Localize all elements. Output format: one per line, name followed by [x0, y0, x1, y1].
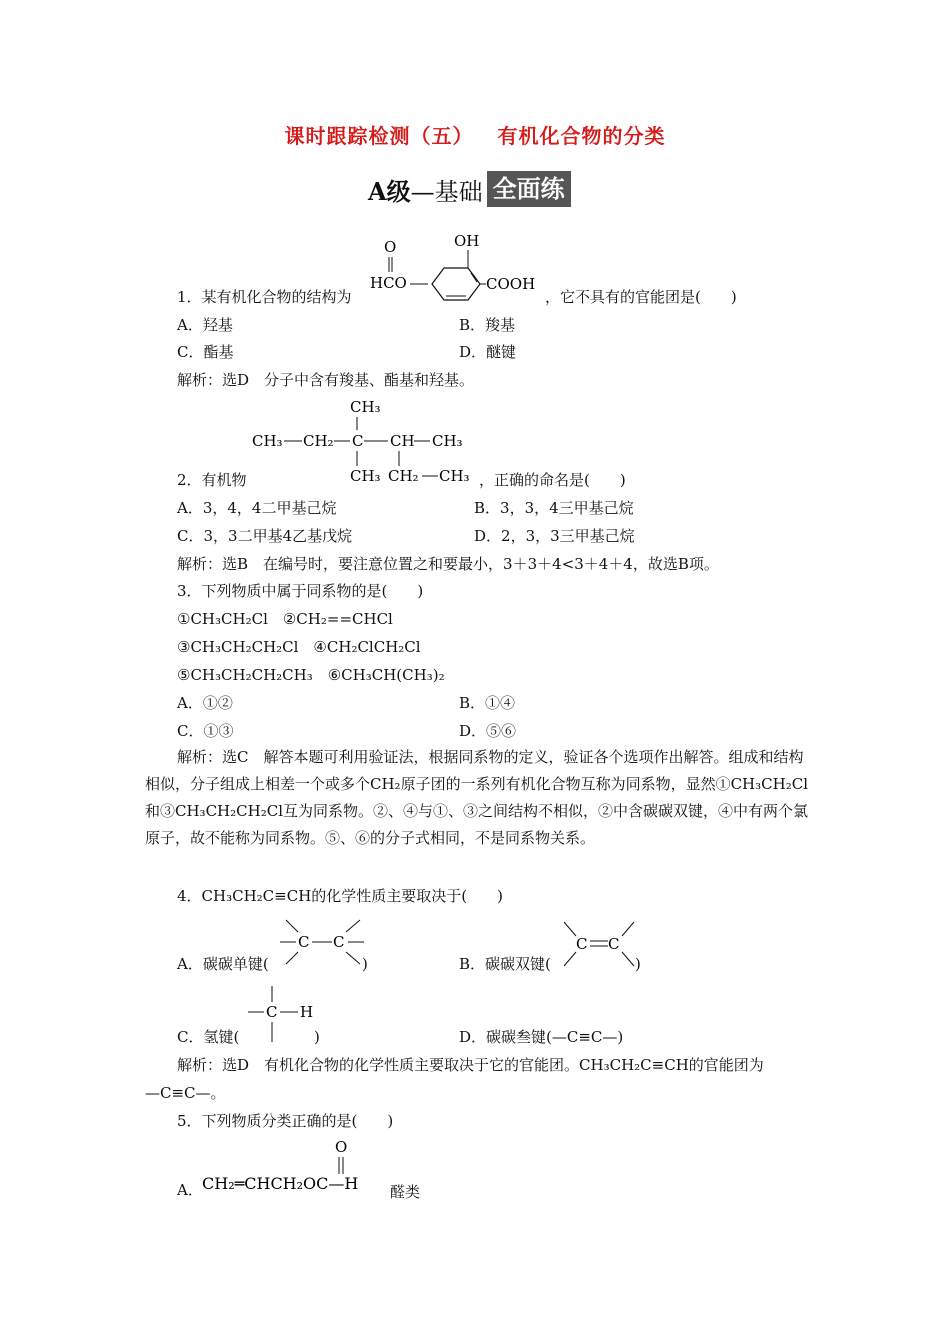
q2-ch2: CH₂: [303, 432, 334, 450]
q1-answer: 解析：选D 分子中含有羧基、酯基和羟基。: [177, 371, 475, 389]
q3-item-2: ③CH₃CH₂CH₂Cl ④CH₂ClCH₂Cl: [177, 638, 421, 656]
q2-ch3-main: CH₃: [252, 432, 283, 450]
q4-b-c1: C: [576, 935, 588, 953]
q5-formula: CH₂═CHCH₂OC—H: [202, 1174, 359, 1193]
q4-a-c2: C: [333, 933, 345, 951]
q4-a-c1: C: [298, 933, 310, 951]
q2-structure: [250, 396, 480, 488]
q4-single-bond-structure: [280, 916, 366, 970]
q5-stem: 5．下列物质分类正确的是( ): [177, 1112, 394, 1130]
q3-option-a: A．①②: [177, 694, 233, 712]
q2-answer: 解析：选B 在编号时，要注意位置之和要最小，3＋3＋4<3＋4＋4，故选B项。: [177, 555, 719, 573]
q2-c: C: [352, 432, 364, 450]
q4-option-a-close: ): [362, 955, 368, 973]
q1-structure: [360, 228, 560, 304]
q4-option-c: C．氢键(: [177, 1028, 240, 1046]
q3-item-3: ⑤CH₃CH₂CH₂CH₃ ⑥CH₃CH(CH₃)₂: [177, 666, 445, 684]
q4-answer-line2: —C≡C—。: [145, 1084, 226, 1102]
q2-ch3-right: CH₃: [432, 432, 463, 450]
q4-answer-line1: 解析：选D 有机化合物的化学性质主要取决于它的官能团。CH₃CH₂C≡CH的官能团为: [177, 1056, 764, 1074]
title-left: 课时跟踪检测（五）: [284, 124, 474, 148]
q2-ch3-end: CH₃: [439, 467, 470, 485]
q4-option-c-close: ): [314, 1028, 320, 1046]
q2-ch3-top: CH₃: [350, 398, 381, 416]
q5-option-a-label: A．: [177, 1181, 203, 1199]
q3-item-1: ①CH₃CH₂Cl ②CH₂==CHCl: [177, 610, 393, 628]
q5-option-a-class: 醛类: [390, 1183, 421, 1201]
q1-option-d: D．醚键: [459, 343, 517, 361]
q4-stem: 4．CH₃CH₂C≡CH的化学性质主要取决于( ): [177, 887, 503, 905]
q4-option-a: A．碳碳单键(: [177, 955, 269, 973]
q2-option-d: D．2，3，3三甲基己烷: [474, 527, 635, 545]
q1-carbonyl-o: O: [384, 238, 397, 256]
q1-stem-tail: ，它不具有的官能团是( ): [545, 288, 737, 306]
q2-stem: 2．有机物: [177, 471, 247, 489]
level-heading: [368, 170, 571, 208]
page-title: [0, 120, 950, 149]
q1-stem: 1．某有机化合物的结构为: [177, 288, 352, 306]
q2-option-b: B．3，3，4三甲基己烷: [474, 499, 634, 517]
q2-ch3-bottom: CH₃: [350, 467, 381, 485]
q2-ch2-bottom: CH₂: [388, 467, 419, 485]
benzene-ring: [432, 268, 480, 300]
q2-stem-tail: ，正确的命名是( ): [479, 471, 626, 489]
q3-stem: 3．下列物质中属于同系物的是( ): [177, 582, 424, 600]
q1-hco: HCO: [370, 274, 407, 292]
title-right: 有机化合物的分类: [497, 124, 666, 148]
q1-option-c: C．酯基: [177, 343, 234, 361]
q1-cooh: COOH: [486, 275, 536, 293]
q3-option-b: B．①④: [459, 694, 516, 712]
q4-c-c: C: [266, 1003, 278, 1021]
q2-option-c: C．3，3二甲基4乙基戊烷: [177, 527, 353, 545]
q5-carbonyl-o: O: [335, 1138, 348, 1156]
q5-option-a-structure: [196, 1136, 396, 1198]
q4-option-b: B．碳碳双键(: [459, 955, 551, 973]
q4-option-b-close: ): [635, 955, 641, 973]
q4-b-c2: C: [608, 935, 620, 953]
q4-double-bond-structure: [562, 918, 638, 970]
q2-option-a: A．3，4，4二甲基己烷: [177, 499, 337, 517]
q3-option-d: D．⑤⑥: [459, 722, 517, 740]
level-prefix: A级: [368, 176, 411, 206]
q4-option-d: D．碳碳叁键(—C≡C—): [459, 1028, 624, 1046]
q1-oh: OH: [454, 232, 480, 250]
q2-ch: CH: [390, 432, 415, 450]
level-mid: —基础: [410, 177, 483, 206]
q1-option-b: B．羧基: [459, 316, 516, 334]
q1-option-a: A．羟基: [177, 316, 233, 334]
level-badge: 全面练: [487, 171, 571, 207]
q4-c-h: H: [300, 1003, 314, 1021]
q3-option-c: C．①③: [177, 722, 234, 740]
q3-answer: 解析：选C 解答本题可利用验证法，根据同系物的定义，验证各个选项作出解答。组成和结构相似，分子组成上相差一个或多个CH₂原子团的一系列有机化合物互称为同系物，显然①CH₃CH₂Cl和③CH₃CH₂CH₂Cl互为同系物。②、④与①、③之间结构不相似，②中含碳碳双键，④中有两个氯原子，故不能称为同系物。⑤、⑥的分子式相同，不是同系物关系。: [145, 748, 808, 847]
